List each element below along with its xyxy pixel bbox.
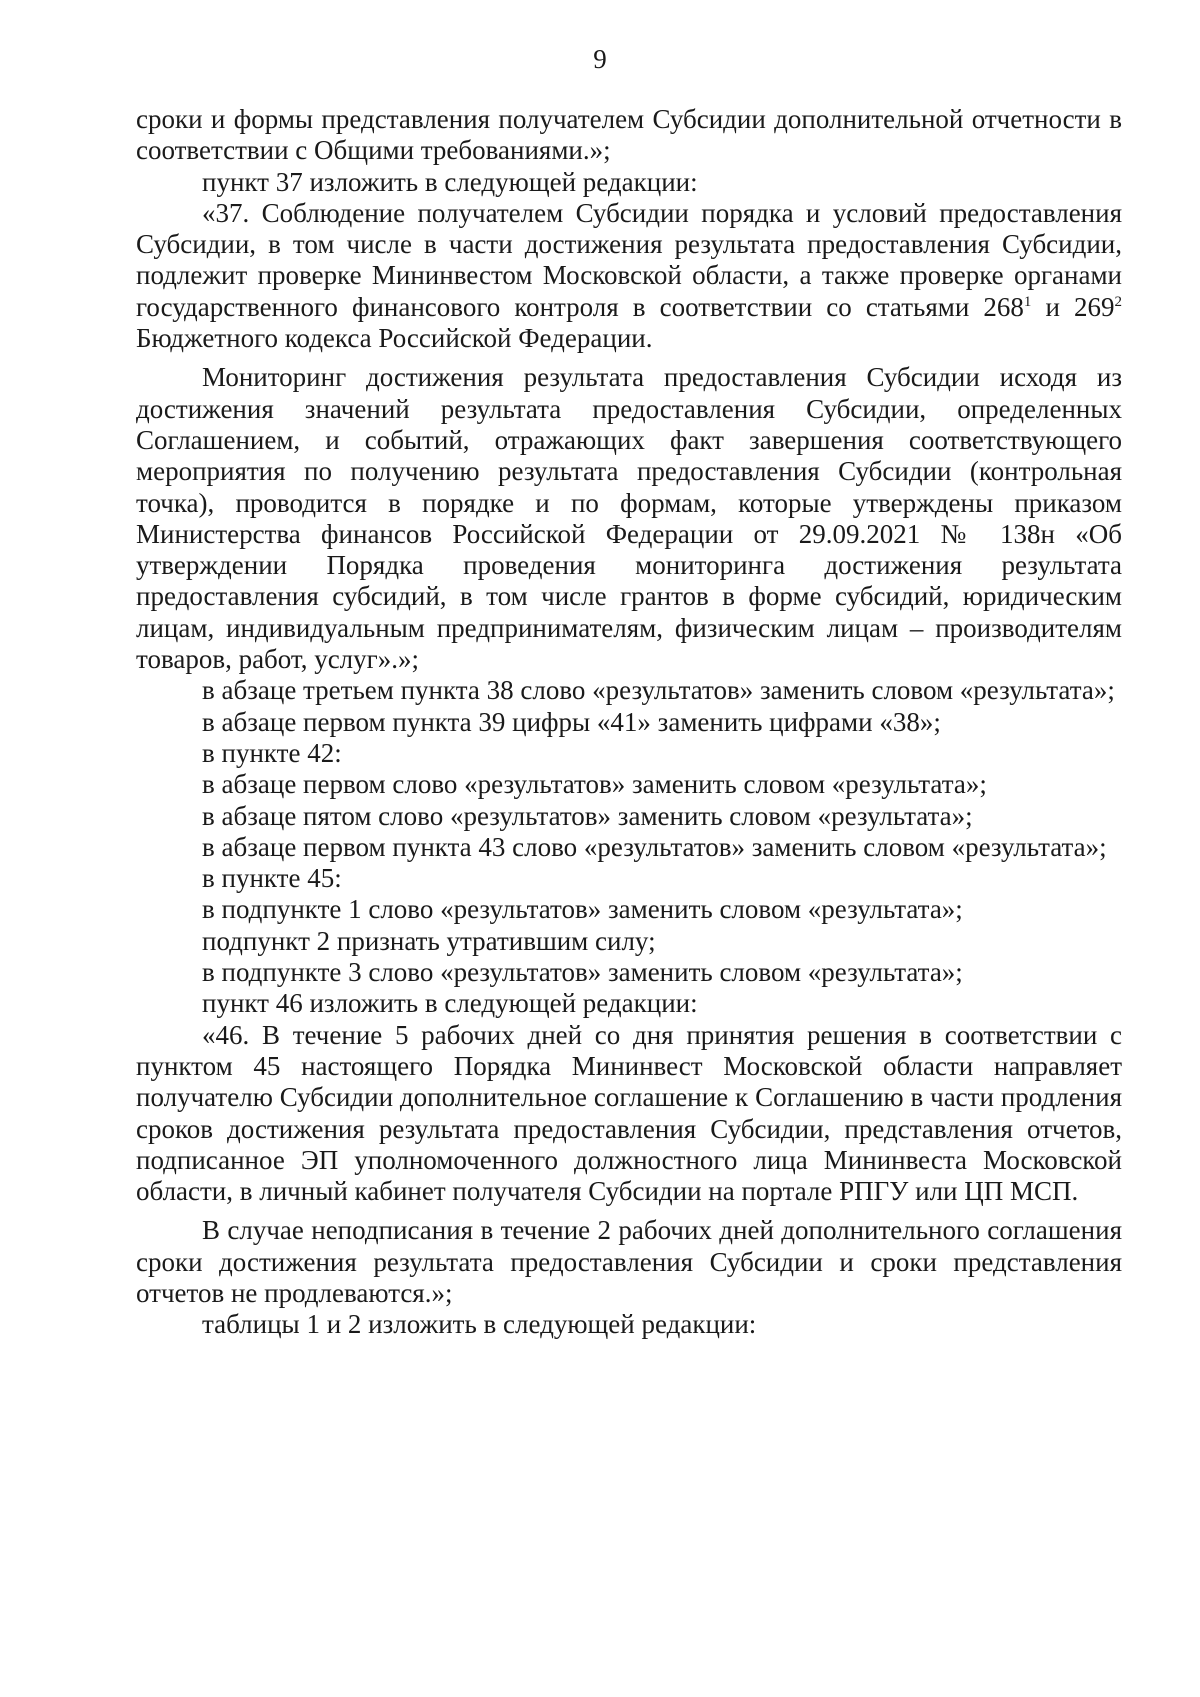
superscript-2: 2 — [1114, 293, 1122, 310]
paragraph-7: в пункте 42: — [202, 737, 342, 768]
paragraph-17: В случае неподписания в течение 2 рабочих дней дополнительного соглашения сроки достижения результата предоставления Субсидии и сроки представления отчетов не продлеваются.»; — [136, 1215, 1122, 1308]
paragraph-5: в абзаце третьем пункта 38 слово «результатов» заменить словом «результата»; — [202, 675, 1115, 706]
paragraph-18: таблицы 1 и 2 изложить в следующей редакции: — [202, 1309, 757, 1340]
paragraph-12: в подпункте 1 слово «результатов» заменить словом «результата»; — [202, 894, 963, 925]
paragraph-gap — [136, 354, 1122, 362]
document-body — [136, 104, 1122, 1341]
paragraph-3 — [136, 198, 1122, 354]
paragraph-11: в пункте 45: — [202, 863, 342, 894]
superscript-1: 1 — [1023, 293, 1032, 310]
paragraph-13: подпункт 2 признать утратившим силу; — [202, 925, 656, 956]
paragraph-3-part-a: «37. Соблюдение получателем Субсидии порядка и условий предоставления Субсидии, в том числе в части достижения результата предоставления Субсидии, подлежит проверке Мининвестом Московской области, а также проверке органами государственного финансового контроля в соответствии со статьями 268 — [136, 197, 1122, 322]
page-number: 9 — [593, 44, 607, 74]
paragraph-3-part-b: и 269 — [1031, 291, 1115, 322]
paragraph-8: в абзаце первом слово «результатов» заменить словом «результата»; — [202, 769, 987, 800]
paragraph-10: в абзаце первом пункта 43 слово «результатов» заменить словом «результата»; — [202, 831, 1107, 862]
paragraph-16: «46. В течение 5 рабочих дней со дня принятия решения в соответствии с пунктом 45 настоящего Порядка Мининвест Московской области направляет получателю Субсидии дополнительное соглашение к Соглашению в части продления сроков достижения результата предоставления Субсидии, представления отчетов, подписанное ЭП уполномоченного должностного лица Мининвеста Московской области, в личный кабинет получателя Субсидии на портале РПГУ или ЦП МСП. — [136, 1019, 1122, 1207]
paragraph-gap — [136, 1207, 1122, 1215]
paragraph-3-part-c: Бюджетного кодекса Российской Федерации. — [136, 323, 653, 354]
paragraph-14: в подпункте 3 слово «результатов» заменить словом «результата»; — [202, 957, 963, 988]
paragraph-4: Мониторинг достижения результата предоставления Субсидии исходя из достижения значений результата предоставления Субсидии, определенных Соглашением, и событий, отражающих факт завершения соответствующего мероприятия по получению результата предоставления Субсидии (контрольная точка), проводится в порядке и по формам, которые утверждены приказом Министерства финансов Российской Федерации от 29.09.2021 № 138н «Об утверждении Порядка проведения мониторинга достижения результата предоставления субсидий, в том числе грантов в форме субсидий, юридическим лицам, индивидуальным предпринимателям, физическим лицам – производителям товаров, работ, услуг».»; — [136, 362, 1122, 675]
paragraph-15: пункт 46 изложить в следующей редакции: — [202, 988, 698, 1019]
paragraph-6: в абзаце первом пункта 39 цифры «41» заменить цифрами «38»; — [202, 706, 941, 737]
paragraph-9: в абзаце пятом слово «результатов» заменить словом «результата»; — [202, 800, 973, 831]
paragraph-1: сроки и формы представления получателем Субсидии дополнительной отчетности в соответствии с Общими требованиями.»; — [136, 104, 1122, 166]
paragraph-2: пункт 37 изложить в следующей редакции: — [202, 166, 698, 197]
